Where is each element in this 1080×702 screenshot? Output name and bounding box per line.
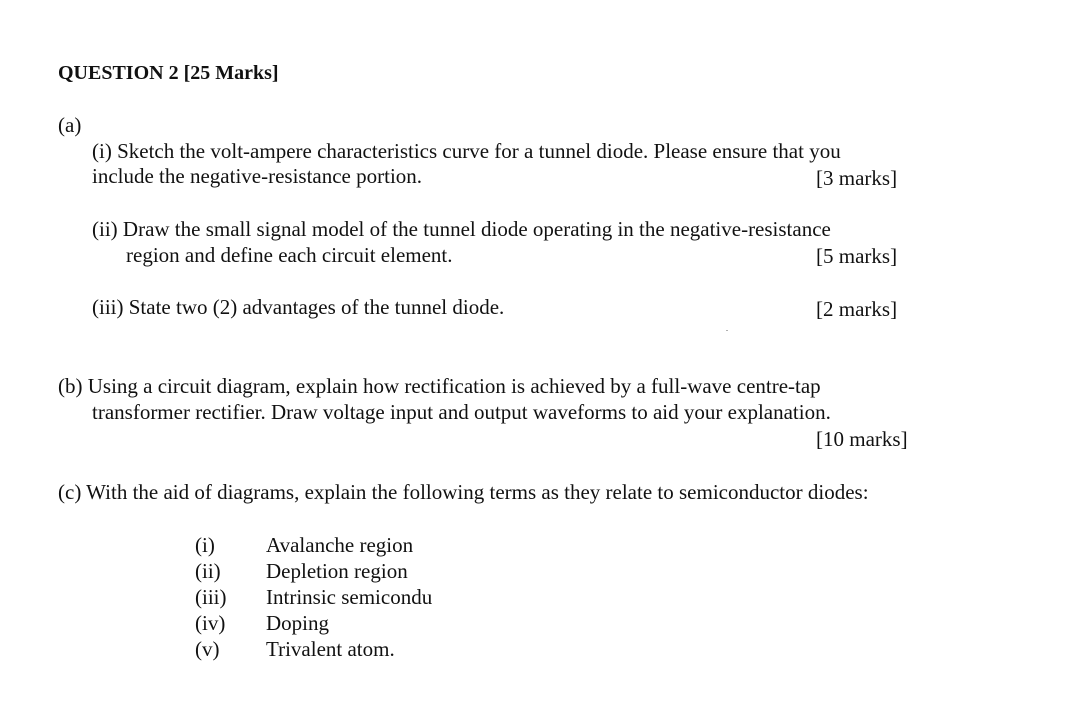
part-a-label: (a)	[58, 113, 82, 137]
part-a-i-marks: [3 marks]	[816, 166, 898, 190]
part-a-iii-line1: (iii) State two (2) advantages of the tunnel diode.	[92, 295, 505, 319]
part-b-marks: [10 marks]	[816, 427, 908, 451]
part-b-line2: transformer rectifier. Draw voltage input and output waveforms to aid your explanation.	[92, 400, 831, 424]
part-a-iii-marks: [2 marks]	[816, 297, 898, 321]
part-a-ii-marks: [5 marks]	[816, 244, 898, 268]
list-item	[195, 636, 495, 662]
list-item-text: Trivalent atom.	[266, 637, 395, 661]
list-item-number: (iv)	[195, 611, 226, 635]
list-item-text: Intrinsic semicondu	[266, 585, 433, 609]
list-item	[195, 558, 495, 584]
part-a-ii-line1: (ii) Draw the small signal model of the tunnel diode operating in the negative-resistance	[92, 217, 831, 241]
list-item-number: (i)	[195, 533, 215, 557]
scan-speck	[726, 330, 728, 331]
part-a-i-line1: (i) Sketch the volt-ampere characteristics curve for a tunnel diode. Please ensure that you	[92, 139, 841, 163]
part-a-ii-line2: region and define each circuit element.	[126, 243, 453, 267]
list-item	[195, 610, 495, 636]
part-a-i-line2: include the negative-resistance portion.	[92, 164, 423, 188]
list-item-text: Depletion region	[266, 559, 408, 583]
part-c-intro: (c) With the aid of diagrams, explain the following terms as they relate to semiconductor diodes:	[58, 480, 869, 504]
list-item-number: (ii)	[195, 559, 221, 583]
list-item-text: Avalanche region	[266, 533, 414, 557]
list-item-number: (iii)	[195, 585, 227, 609]
list-item	[195, 584, 495, 610]
list-item-text: Doping	[266, 611, 329, 635]
list-item-number: (v)	[195, 637, 220, 661]
list-item	[195, 532, 495, 558]
question-title: QUESTION 2 [25 Marks]	[58, 62, 279, 84]
part-b-line1: (b) Using a circuit diagram, explain how rectification is achieved by a full-wave centre-tap	[58, 374, 821, 398]
